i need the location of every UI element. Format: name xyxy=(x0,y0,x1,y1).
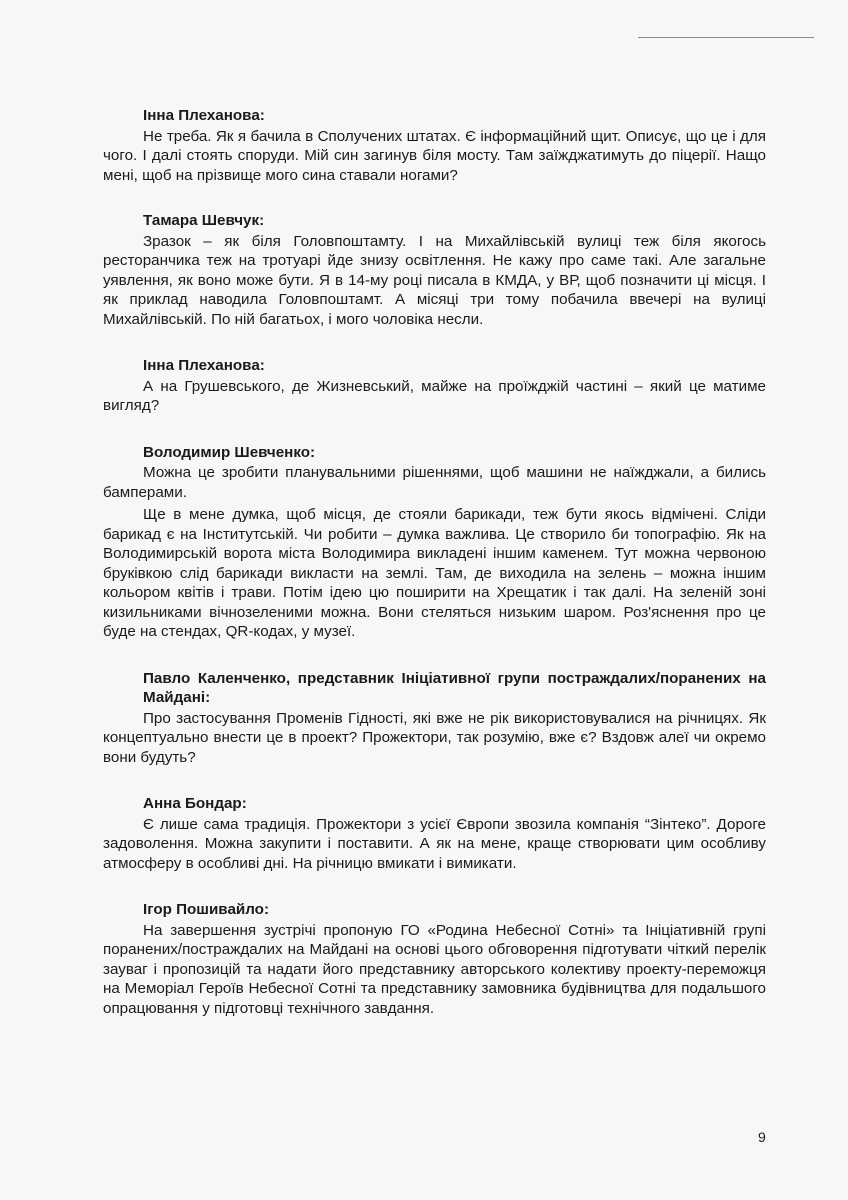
speaker-block xyxy=(103,443,766,642)
speech-paragraph: Зразок – як біля Головпоштамту. І на Михайлівській вулиці теж біля якогось ресторанчика теж на тротуарі йде знизу освітлення. Не кажу про саме такі. Але загальне уявлення, як воно може бути. Я в 14-му році писала в КМДА, у ВР, щоб позначити ці місця. І як приклад наводила Головпоштамт. А місяці три тому побачила ввечері на вулиці Михайлівській. По ній багатьох, і мого чоловіка несли. xyxy=(103,232,766,328)
speech-paragraph: Можна це зробити планувальними рішеннями, щоб машини не наїжджали, а бились бамперами. xyxy=(103,464,766,501)
page-number: 9 xyxy=(758,1129,766,1145)
speaker-name: Володимир Шевченко: xyxy=(143,443,316,461)
speech-paragraph: Ще в мене думка, щоб місця, де стояли барикади, теж бути якось відмічені. Сліди барикад є на Інститутській. Чи робити – думка важлива. Це створило би топографію. Як на Володимирській ворота міста Володимира викладені іншим каменем. Тут можна червоною бруківкою слід барикади викласти на землі. Там, де виходила на зелень – можна іншим кольором квітів і трави. Потім ідею цю поширити на Хрещатик і так далі. На зеленій зоні кизильниками вічнозеленими можна. Вони стеляться низьким шаром. Роз'яснення про це буде на стендах, QR-кодах, у музеї. xyxy=(103,506,766,640)
speaker-block xyxy=(103,794,766,873)
speaker-block xyxy=(103,669,766,768)
transcript-body xyxy=(103,106,766,1045)
speech-paragraph: Не треба. Як я бачила в Сполучених штатах. Є інформаційний щит. Описує, що це і для чого. І далі стоять споруди. Мій син загинув біля мосту. Там заїжджатимуть до піцерії. Нащо мені, щоб на прізвище мого сина ставали ногами? xyxy=(103,127,766,184)
speaker-name: Тамара Шевчук: xyxy=(143,212,265,229)
speaker-name: Інна Плеханова: xyxy=(143,107,265,124)
speaker-name: Інна Плеханова: xyxy=(143,357,265,374)
speech-paragraph: Про застосування Променів Гідності, які вже не рік використовувалися на річницях. Як концептуально внести це в проект? Прожектори, так розумію, вже є? Вздовж алеї чи окремо вони будуть? xyxy=(103,709,766,766)
speaker-name: Ігор Пошивайло: xyxy=(143,901,270,918)
speaker-block xyxy=(103,211,766,329)
speaker-block xyxy=(103,356,766,416)
speaker-block xyxy=(103,900,766,1018)
speech-paragraph: А на Грушевського, де Жизневський, майже на проїжджій частині – який це матиме вигляд? xyxy=(103,377,766,414)
speech-paragraph: Є лише сама традиція. Прожектори з усієї Європи звозила компанія “Зінтеко”. Дороге задоволення. Можна закупити і поставити. А як на мене, краще створювати цим особливу атмосферу в особливі дні. На річницю вмикати і вимикати. xyxy=(103,815,766,872)
speaker-block xyxy=(103,106,766,185)
speaker-name: Павло Каленченко, представник Ініціативної групи постраждалих/поранених на Майдані: xyxy=(143,669,766,706)
header-rule xyxy=(638,37,814,38)
speaker-name: Анна Бондар: xyxy=(143,795,247,812)
speech-paragraph: На завершення зустрічі пропоную ГО «Родина Небесної Сотні» та Ініціативній групі поранених/постраждалих на Майдані на основі цього обговорення підготувати чіткий перелік зауваг і пропозицій та надати його представнику авторського колективу проекту-переможця на Меморіал Героїв Небесної Сотні та представнику замовника будівництва для подальшого опрацювання у підготовці технічного завдання. xyxy=(103,921,766,1017)
